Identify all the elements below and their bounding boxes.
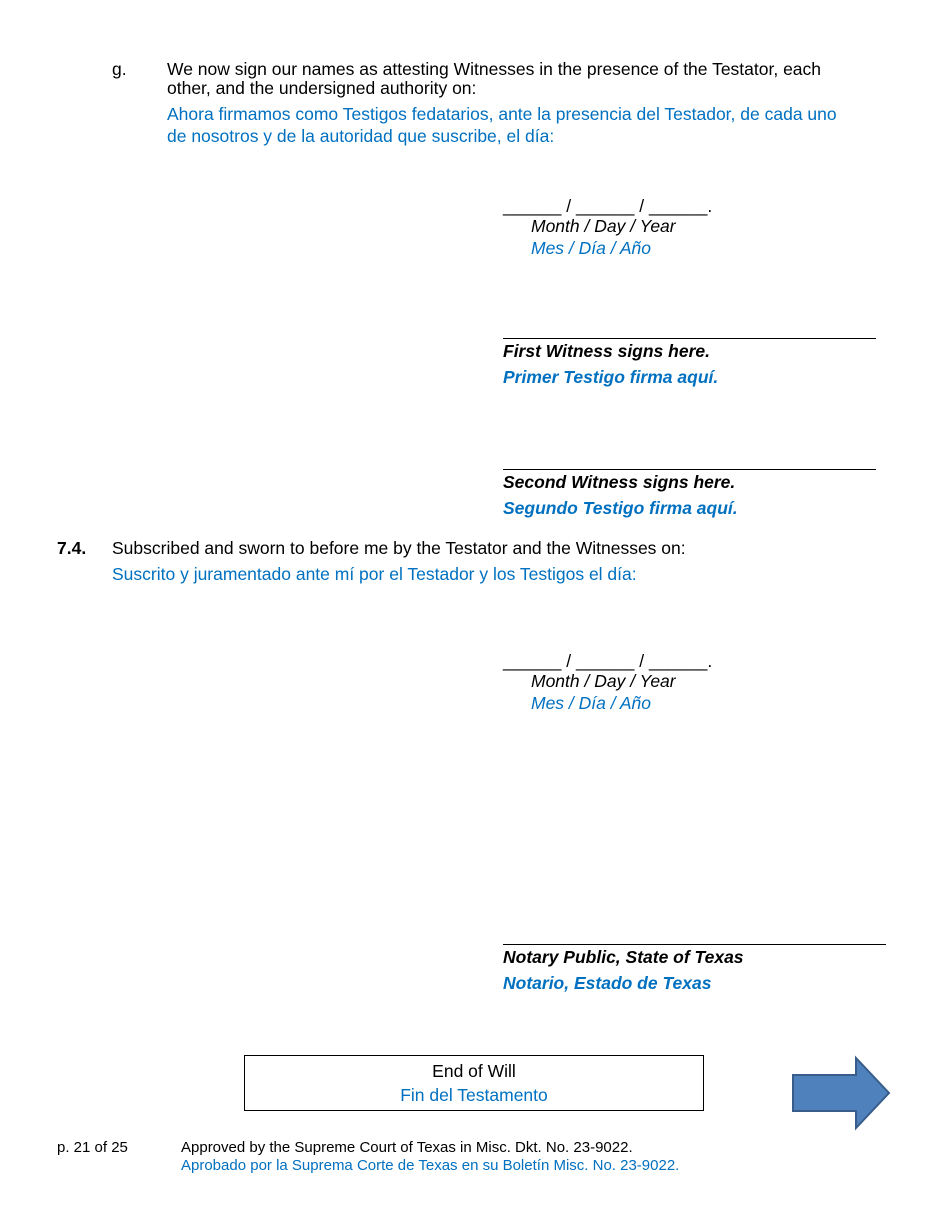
item-g-english-line-1: We now sign our names as attesting Witnesses in the presence of the Testator, each	[167, 59, 822, 79]
second-witness-label-spanish: Segundo Testigo firma aquí.	[503, 498, 738, 518]
first-witness-label-spanish: Primer Testigo firma aquí.	[503, 367, 719, 387]
item-g-label: g.	[112, 59, 127, 79]
right-arrow-icon[interactable]	[790, 1055, 894, 1131]
date-format-english: Month / Day / Year	[531, 671, 676, 691]
date-format-english: Month / Day / Year	[531, 216, 676, 236]
section-7-4-spanish: Suscrito y juramentado ante mí por el Testador y los Testigos el día:	[112, 564, 637, 584]
second-witness-label-english: Second Witness signs here.	[503, 472, 736, 492]
date-blank-line: ______ / ______ / ______.	[503, 651, 713, 671]
notary-label-english: Notary Public, State of Texas	[503, 947, 744, 967]
section-7-4-english: Subscribed and sworn to before me by the Testator and the Witnesses on:	[112, 538, 686, 558]
end-of-will-box	[244, 1055, 704, 1111]
section-number: 7.4.	[57, 538, 87, 558]
notary-label-spanish: Notario, Estado de Texas	[503, 973, 712, 993]
date-blank-line: ______ / ______ / ______.	[503, 196, 713, 216]
date-format-spanish: Mes / Día / Año	[531, 693, 651, 713]
footer-approval-spanish: Aprobado por la Suprema Corte de Texas en su Boletín Misc. No. 23-9022.	[181, 1157, 680, 1174]
item-g-spanish-line-1: Ahora firmamos como Testigos fedatarios, ante la presencia del Testador, de cada uno	[167, 104, 837, 124]
right-arrow-shape	[793, 1058, 889, 1128]
item-g-english-line-2: other, and the undersigned authority on:	[167, 78, 477, 98]
first-witness-label-english: First Witness signs here.	[503, 341, 710, 361]
item-g-spanish-line-2: de nosotros y de la autoridad que suscribe, el día:	[167, 126, 555, 146]
first-witness-signature-line	[503, 338, 876, 339]
end-of-will-spanish: Fin del Testamento	[400, 1085, 548, 1105]
page-number: p. 21 of 25	[57, 1139, 128, 1156]
notary-signature-line	[503, 944, 886, 945]
footer-approval-english: Approved by the Supreme Court of Texas in Misc. Dkt. No. 23-9022.	[181, 1139, 633, 1156]
date-format-spanish: Mes / Día / Año	[531, 238, 651, 258]
end-of-will-english: End of Will	[432, 1061, 516, 1081]
second-witness-signature-line	[503, 469, 876, 470]
